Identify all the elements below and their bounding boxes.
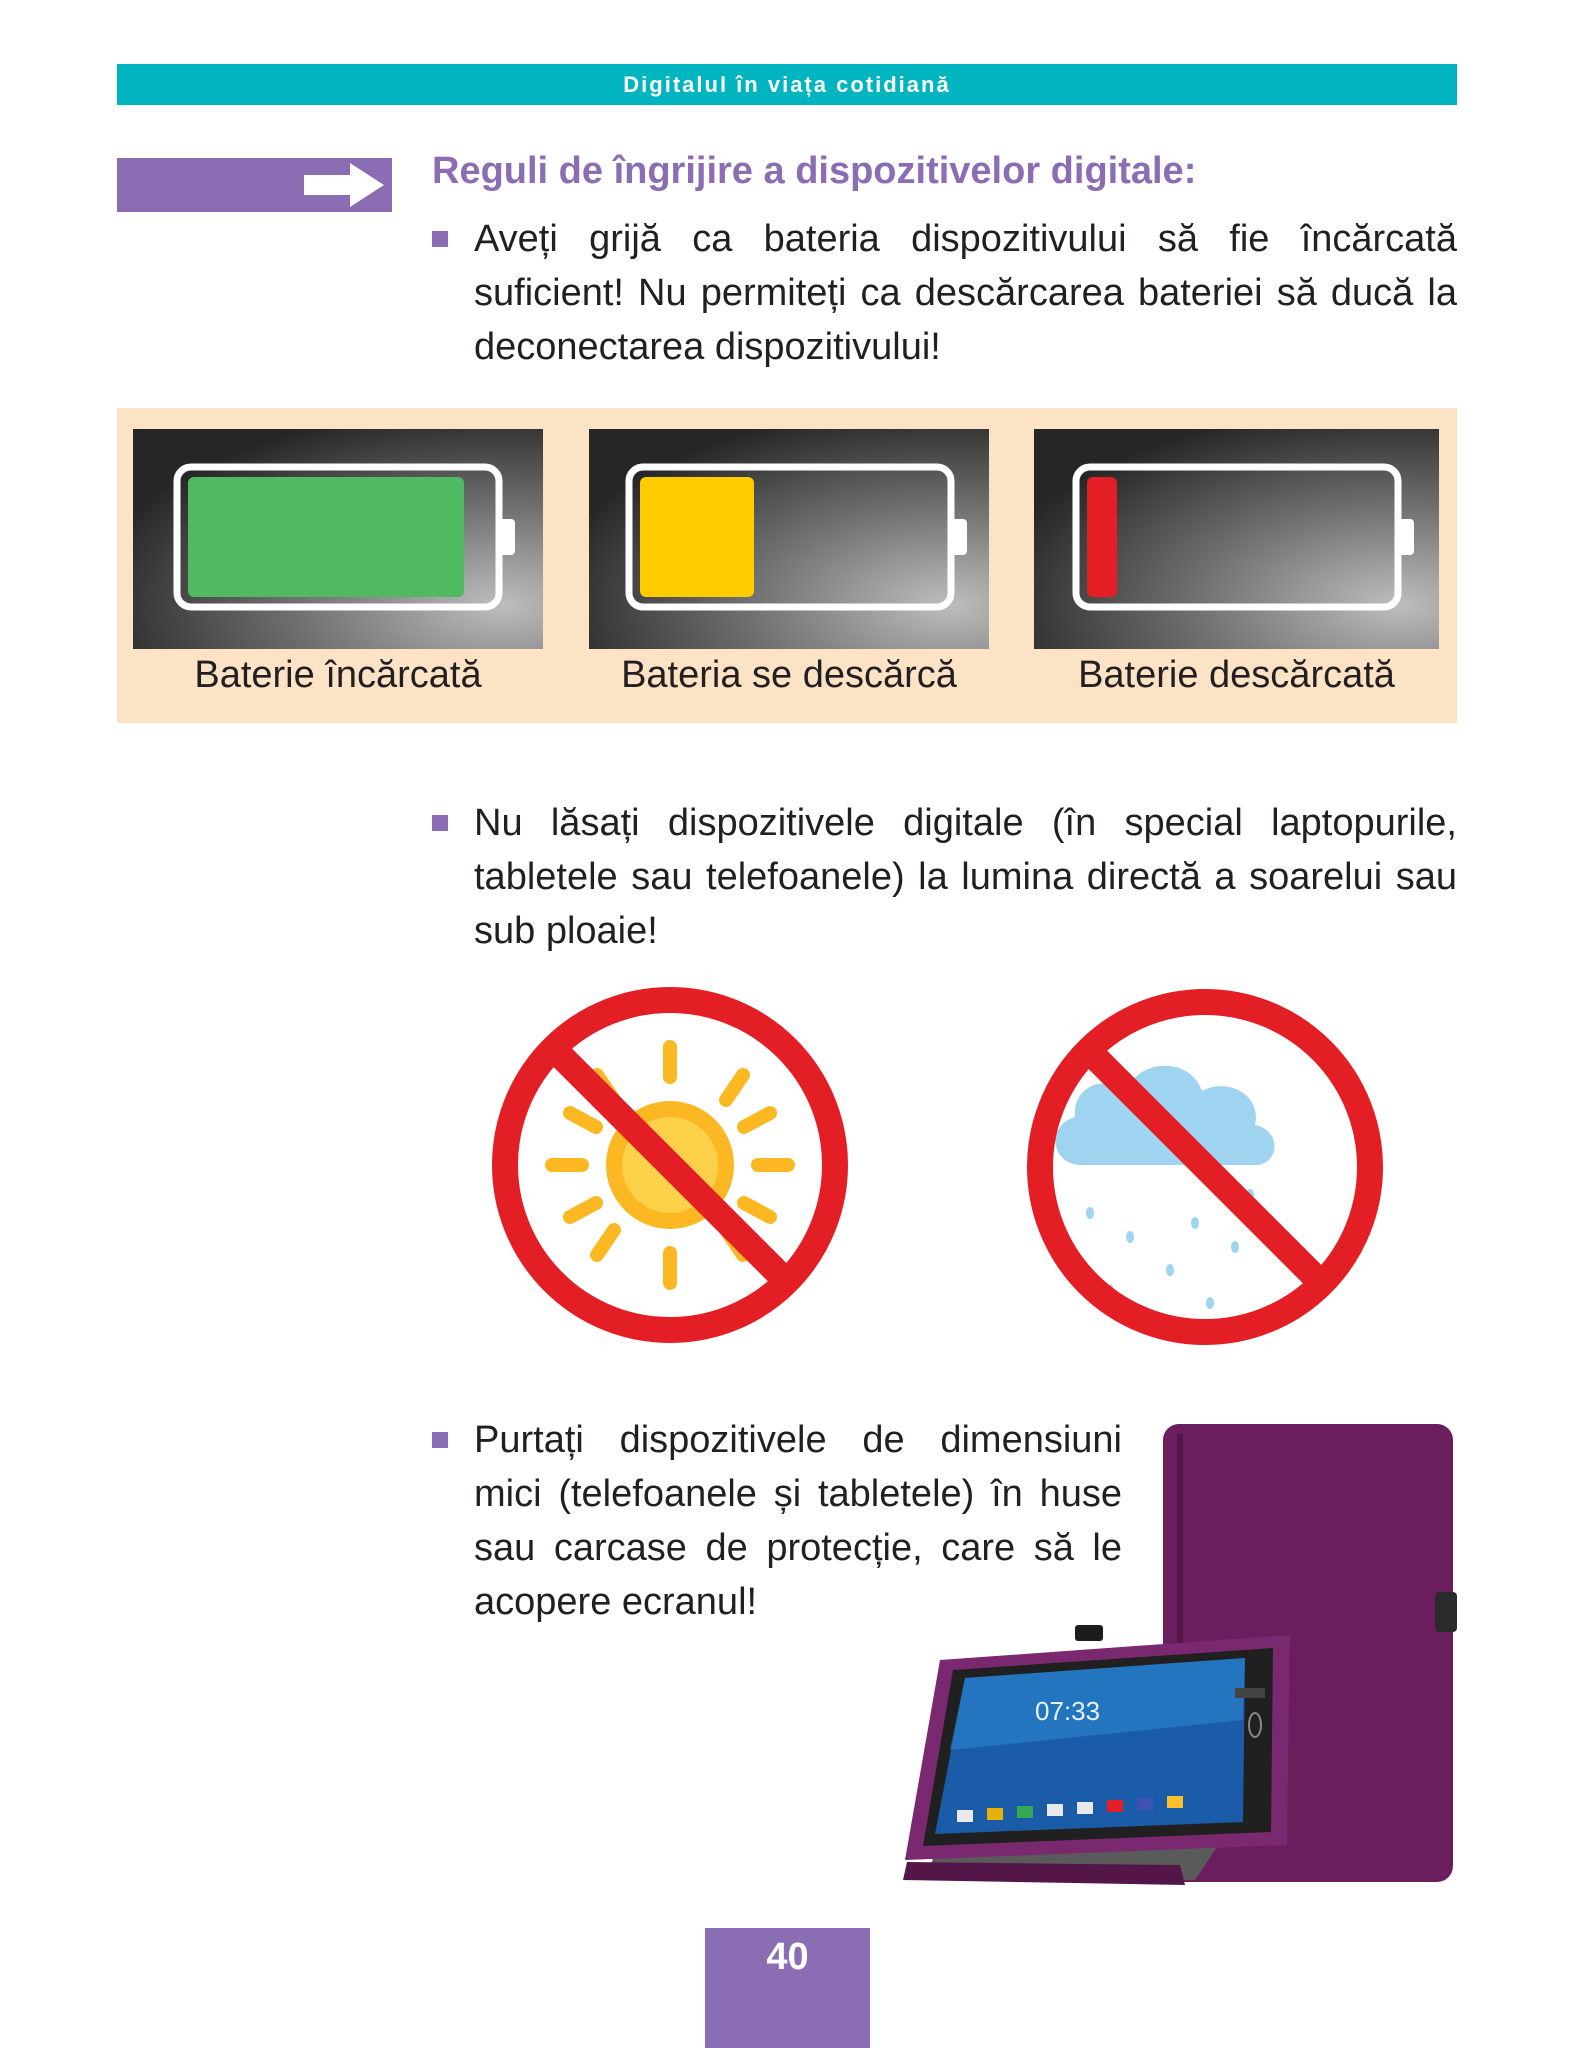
rule-text: Nu lăsați dispozitivele digitale (în special laptopurile, tabletele sau telefoanele) la lumina directă a soarelui sau sub ploaie!	[474, 802, 1457, 952]
tablet-device	[905, 1625, 1290, 1860]
battery-level-fill	[640, 477, 754, 597]
tablet-clock-text: 07:33	[1035, 1696, 1101, 1726]
battery-illustration-panel	[117, 408, 1457, 723]
battery-level-fill	[1087, 477, 1117, 597]
square-bullet-icon	[432, 1432, 448, 1448]
arrow-right-icon	[302, 162, 386, 208]
battery-tile-empty	[1034, 429, 1439, 649]
prohibition-signs	[490, 985, 1395, 1345]
section-title: Reguli de îngrijire a dispozitivelor digitale:	[432, 150, 1197, 192]
rule-text: Aveți grijă ca bateria dispozitivului să fie încărcată suficient! Nu permiteți ca descărcarea bateriei să ducă la deconectarea dispozitivului!	[474, 218, 1457, 368]
battery-half-icon	[589, 429, 989, 649]
battery-tile-draining	[589, 429, 989, 649]
battery-level-fill	[188, 477, 464, 597]
no-sun-icon	[505, 1000, 835, 1330]
battery-caption: Baterie descărcată	[1078, 654, 1395, 696]
battery-tile-full	[133, 429, 543, 649]
rule-text: Purtați dispozitivele de dimensiuni mici (telefoanele și tabletele) în huse sau carcase de protecție, care să le acopere ecranul!	[474, 1419, 1122, 1623]
rule-item-sun-rain	[432, 796, 1457, 958]
battery-caption: Bateria se descărcă	[621, 654, 957, 696]
battery-empty-icon	[1034, 429, 1439, 649]
tablet-in-case-photo	[895, 1420, 1457, 1890]
battery-full-icon	[133, 429, 543, 649]
running-header: Digitalul în viața cotidiană	[117, 64, 1457, 105]
battery-caption: Baterie încărcată	[194, 654, 482, 696]
square-bullet-icon	[432, 815, 448, 831]
square-bullet-icon	[432, 231, 448, 247]
page-number: 40	[705, 1928, 870, 2048]
section-arrow-marker	[117, 158, 392, 212]
no-rain-icon	[1040, 1002, 1370, 1332]
rule-item-battery	[432, 212, 1457, 374]
